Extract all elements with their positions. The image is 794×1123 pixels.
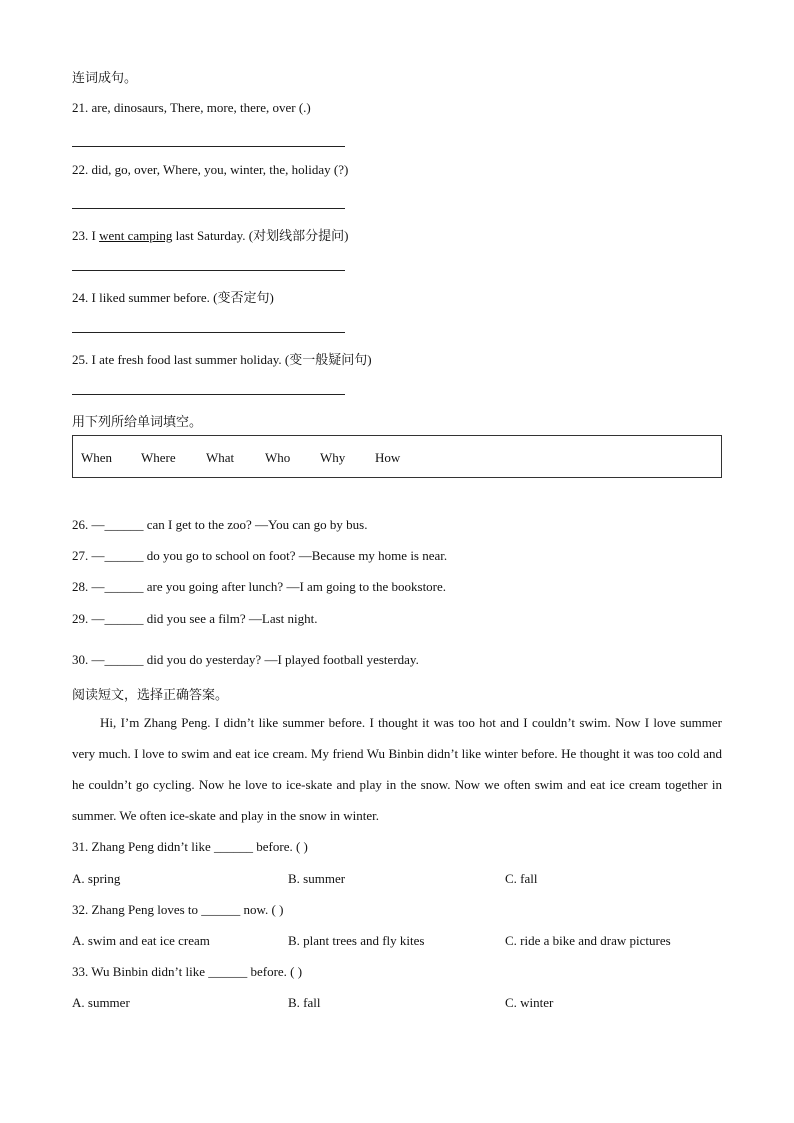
option-31-c[interactable]: C. fall xyxy=(505,871,538,886)
option-33-b[interactable]: B. fall xyxy=(288,995,321,1010)
answer-line-24[interactable] xyxy=(72,332,345,333)
question-32: 32. Zhang Peng loves to ______ now. ( ) xyxy=(72,902,284,917)
word-bank-box xyxy=(72,435,722,478)
option-33-a[interactable]: A. summer xyxy=(72,995,130,1010)
section-heading-reorder: 连词成句。 xyxy=(72,70,138,85)
option-31-a[interactable]: A. spring xyxy=(72,871,121,886)
word-bank-item: What xyxy=(206,450,235,465)
word-bank-item: How xyxy=(375,450,401,465)
question-23 xyxy=(72,225,348,244)
reading-passage: Hi, I’m Zhang Peng. I didn’t like summer before. I thought it was too hot and I couldn’t swim. Now I love summer very much. I love to swim and eat ice cream. My friend Wu Binbin didn’t like winter before. He thought it was too cold and he couldn’t go cycling. Now he love to ice-skate and play in the snow. Now we often swim and eat ice cream together in summer. We often ice-skate and play in the snow in winter. xyxy=(72,715,722,823)
question-22: 22. did, go, over, Where, you, winter, the, holiday (?) xyxy=(72,162,349,177)
word-bank-item: Why xyxy=(320,450,346,465)
question-25: 25. I ate fresh food last summer holiday. (变一般疑问句) xyxy=(72,352,372,367)
question-31: 31. Zhang Peng didn’t like ______ before. ( ) xyxy=(72,839,308,854)
option-33-c[interactable]: C. winter xyxy=(505,995,554,1010)
answer-line-21[interactable] xyxy=(72,146,345,147)
question-30: 30. —______ did you do yesterday? —I played football yesterday. xyxy=(72,652,419,667)
question-29: 29. —______ did you see a film? —Last night. xyxy=(72,611,318,626)
word-bank-item: Where xyxy=(141,450,176,465)
word-bank-item: When xyxy=(81,450,113,465)
answer-line-23[interactable] xyxy=(72,270,345,271)
question-23-underlined: went camping xyxy=(99,228,173,243)
question-23-suffix: last Saturday. (对划线部分提问) xyxy=(175,228,349,243)
question-24: 24. I liked summer before. (变否定句) xyxy=(72,290,274,305)
section-heading-reading: 阅读短文，选择正确答案。 xyxy=(72,687,229,702)
answer-line-22[interactable] xyxy=(72,208,345,209)
option-32-c[interactable]: C. ride a bike and draw pictures xyxy=(505,933,671,948)
question-33: 33. Wu Binbin didn’t like ______ before. ( ) xyxy=(72,964,303,979)
option-31-b[interactable]: B. summer xyxy=(288,871,346,886)
option-32-b[interactable]: B. plant trees and fly kites xyxy=(288,933,425,948)
question-21: 21. are, dinosaurs, There, more, there, over (.) xyxy=(72,100,311,115)
question-26: 26. —______ can I get to the zoo? —You can go by bus. xyxy=(72,517,368,532)
option-32-a[interactable]: A. swim and eat ice cream xyxy=(72,933,210,948)
question-23-prefix: 23. I xyxy=(72,228,96,243)
question-28: 28. —______ are you going after lunch? —I am going to the bookstore. xyxy=(72,579,447,594)
section-heading-fill: 用下列所给单词填空。 xyxy=(72,414,203,429)
question-27: 27. —______ do you go to school on foot? —Because my home is near. xyxy=(72,548,448,563)
word-bank-item: Who xyxy=(265,450,291,465)
answer-line-25[interactable] xyxy=(72,394,345,395)
